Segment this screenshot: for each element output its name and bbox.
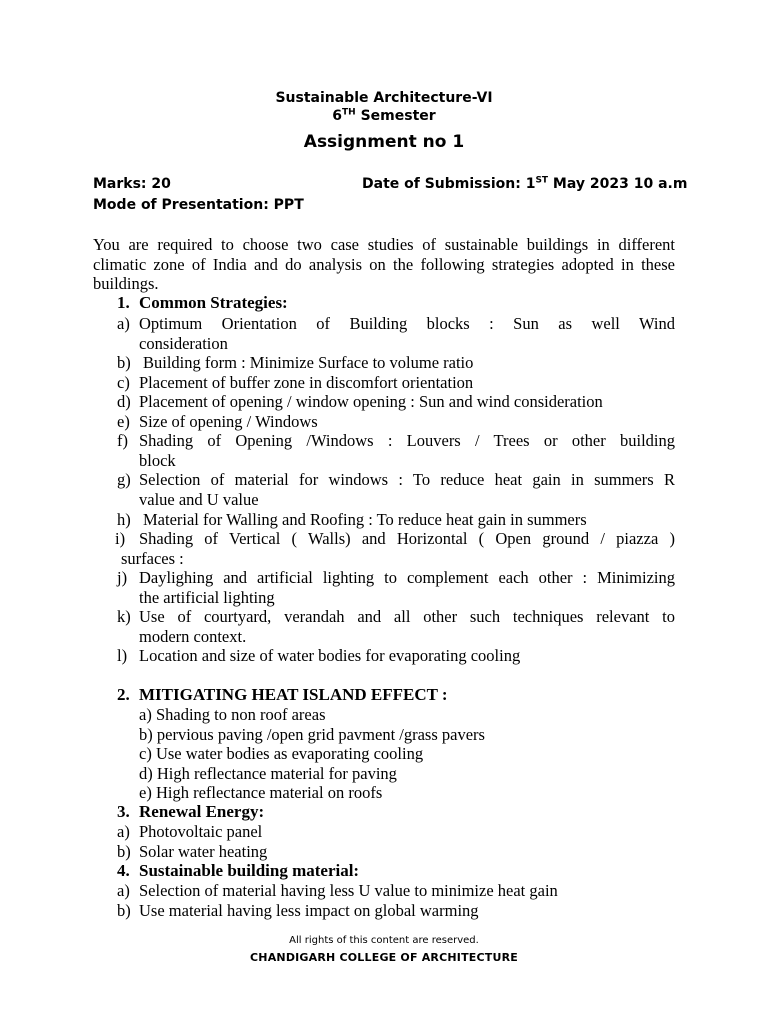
- item-marker: i): [115, 529, 126, 548]
- course-title: Sustainable Architecture-VI: [275, 90, 493, 106]
- list-item: [117, 314, 675, 354]
- item-marker: e): [117, 412, 130, 431]
- item-marker: a): [117, 314, 130, 333]
- item-marker: b): [117, 353, 131, 372]
- item-marker: b): [117, 842, 131, 861]
- list-item: [117, 568, 675, 608]
- list-item: b) pervious paving /open grid pavment /grass pavers: [139, 725, 485, 744]
- list-item: [117, 470, 675, 510]
- item-marker: l): [117, 646, 128, 665]
- item-text: Building form : Minimize Surface to volume ratio: [143, 353, 474, 372]
- list-item: [117, 392, 675, 412]
- submission-superscript: ST: [535, 175, 549, 186]
- list-item: c) Use water bodies as evaporating cooling: [139, 744, 424, 763]
- section-heading: [117, 861, 359, 881]
- item-text: Selection of material for windows : To reduce heat gain in summers R: [139, 470, 675, 489]
- item-marker: a): [117, 822, 130, 841]
- list-item: [117, 510, 675, 530]
- item-text: Photovoltaic panel: [139, 822, 263, 841]
- list-item: a) Shading to non roof areas: [139, 705, 326, 724]
- item-marker: b): [117, 901, 131, 920]
- item-marker: a): [117, 881, 130, 900]
- list-item: e) High reflectance material on roofs: [139, 783, 383, 802]
- item-marker: d): [117, 392, 131, 411]
- item-text-cont: the artificial lighting: [139, 587, 275, 607]
- section-title: Renewal Energy:: [139, 802, 265, 821]
- submission-prefix: Date of Submission: 1: [362, 176, 536, 192]
- list-item: [117, 373, 675, 393]
- semester-word: Semester: [360, 108, 436, 124]
- list-item: [117, 901, 675, 921]
- list-item: [117, 431, 675, 471]
- item-text: Location and size of water bodies for evaporating cooling: [139, 646, 521, 665]
- list-item: [117, 529, 675, 569]
- submission-date: [362, 176, 687, 192]
- section-number: 1.: [117, 293, 130, 312]
- item-text: Placement of opening / window opening : Sun and wind consideration: [139, 392, 603, 411]
- rights-notice: All rights of this content are reserved.: [289, 935, 479, 946]
- item-text: Size of opening / Windows: [139, 412, 318, 431]
- list-item: [117, 353, 675, 373]
- list-item: [117, 881, 675, 901]
- list-item: [117, 842, 675, 862]
- semester-superscript: TH: [342, 107, 356, 118]
- item-marker: g): [117, 470, 131, 489]
- item-text: Daylighing and artificial lighting to complement each other : Minimizing: [139, 568, 675, 587]
- item-text: Selection of material having less U value to minimize heat gain: [139, 881, 558, 900]
- item-text: Solar water heating: [139, 842, 268, 861]
- marks-label: Marks: 20: [93, 176, 171, 192]
- section-heading: [117, 293, 288, 313]
- section-heading: [117, 802, 264, 822]
- item-text: Shading of Vertical ( Walls) and Horizontal ( Open ground / piazza ): [139, 529, 675, 548]
- item-text: Material for Walling and Roofing : To reduce heat gain in summers: [143, 510, 587, 529]
- section-title: MITIGATING HEAT ISLAND EFFECT :: [139, 685, 448, 704]
- section-title: Sustainable building material:: [139, 861, 360, 880]
- item-text: Optimum Orientation of Building blocks : Sun as well Wind: [139, 314, 675, 333]
- item-text: Use material having less impact on global warming: [139, 901, 479, 920]
- section-number: 3.: [117, 802, 130, 821]
- list-item: [117, 822, 675, 842]
- college-name: CHANDIGARH COLLEGE OF ARCHITECTURE: [250, 951, 518, 964]
- item-text: Shading of Opening /Windows : Louvers / Trees or other building: [139, 431, 675, 450]
- list-item: [117, 607, 675, 647]
- intro-paragraph: You are required to choose two case studies of sustainable buildings in different climatic zone of India and do analysis on the following strategies adopted in these buildings.: [93, 235, 675, 294]
- item-marker: k): [117, 607, 131, 626]
- item-text-cont: consideration: [139, 333, 228, 353]
- list-item: [117, 646, 675, 666]
- assignment-title: Assignment no 1: [303, 132, 465, 152]
- section-number: 4.: [117, 861, 130, 880]
- presentation-mode: Mode of Presentation: PPT: [93, 197, 304, 213]
- section-heading: [117, 685, 448, 705]
- item-text: Placement of buffer zone in discomfort orientation: [139, 373, 474, 392]
- item-marker: j): [117, 568, 128, 587]
- list-item: [117, 412, 675, 432]
- list-item: d) High reflectance material for paving: [139, 764, 397, 783]
- item-text-cont: modern context.: [139, 626, 247, 646]
- submission-rest: May 2023 10 a.m: [548, 176, 688, 192]
- item-marker: h): [117, 510, 131, 529]
- section-title: Common Strategies:: [139, 293, 288, 312]
- section-number: 2.: [117, 685, 130, 704]
- semester-number: 6: [332, 108, 343, 124]
- item-text-cont: surfaces :: [121, 548, 184, 568]
- item-marker: f): [117, 431, 128, 450]
- item-text: Use of courtyard, verandah and all other such techniques relevant to: [139, 607, 675, 626]
- item-text-cont: block: [139, 450, 176, 470]
- semester-title: [0, 108, 768, 124]
- item-marker: c): [117, 373, 130, 392]
- item-text-cont: value and U value: [139, 489, 259, 509]
